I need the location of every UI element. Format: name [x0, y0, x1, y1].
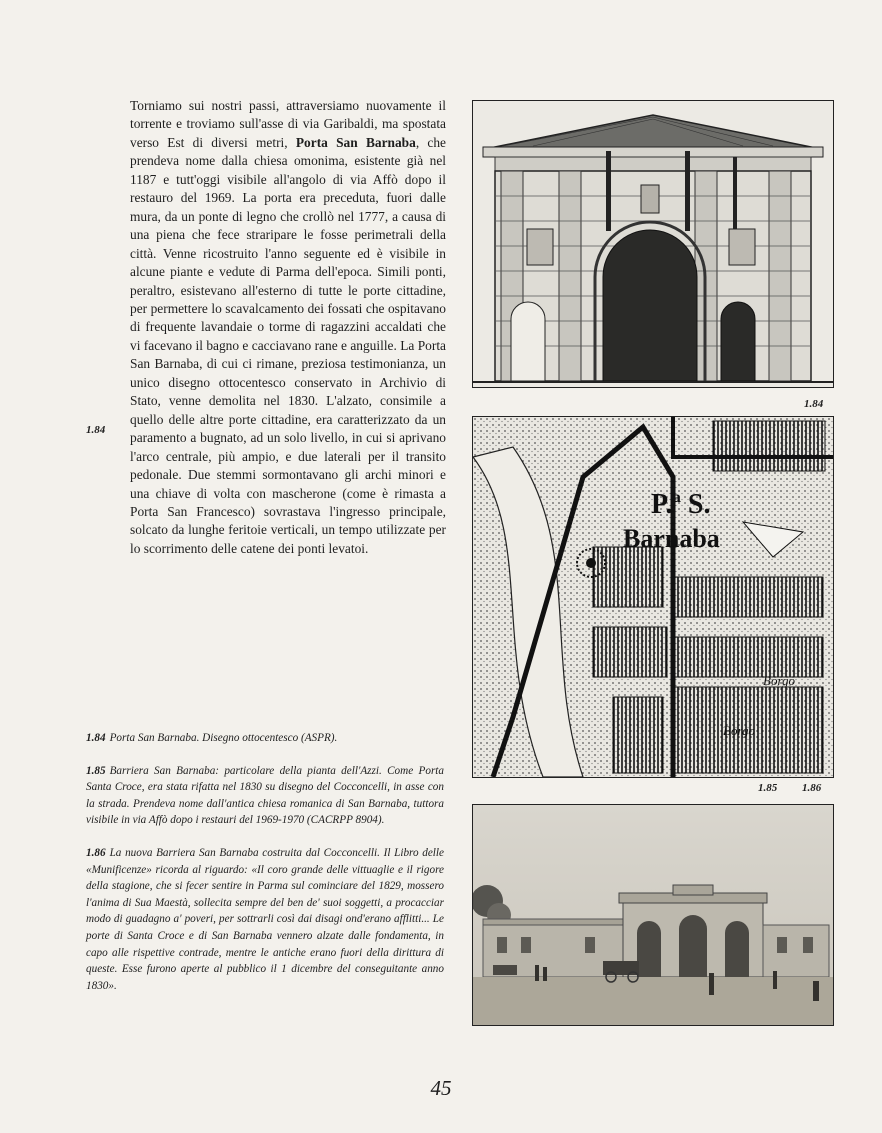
map-street-label: Borgo: [723, 723, 756, 738]
caption-text: La nuova Barriera San Barnaba costruita dal Cocconcelli. Il Libro delle «Munificenze» ricorda al riguardo: «Il coro grande delle vittuaglie e il rigore della stagione, che si fecer sentire in Parma sul cominciare del 1829, mossero l'anima di Sua Maestà, sollecita sempre del ben de' suoi soggetti, a procacciar modo di guadagno a' poveri, per sottrarli così dai disagi ond'erano afflitti... Le porte di Santa Croce e di San Barnaba vennero alzate dalle fondamenta, in capo alle rispettive contrade, mentre le antiche erano fuori della dirittura di queste. Esse furono aperte al pubblico il 1 dicembre del conseguitante anno 1830».: [86, 846, 444, 992]
gate-drawing-illustration: [473, 101, 833, 387]
page-number: 45: [430, 1076, 452, 1100]
caption-number: 1.84: [86, 732, 106, 744]
captions: [86, 730, 444, 1010]
body-text-post: , che prendeva nome dalla chiesa omonima, esistente già nel 1187 e tutt'oggi visibile all'angolo di via Affò dopo il restauro del 1969. La porta era preceduta, fuori dalle mura, da un ponte di legno che crollò nel 1777, a causa di una piena che fece straripare le fosse perimetrali della città. Venne ricostruito l'anno seguente ed è visibile in alcune piante e vedute di Parma dell'epoca. Simili ponti, peraltro, esistevano all'esterno di tutte le porte cittadine, per permettere lo scavalcamento dei fossati che ospitavano di frequente lavandaie o torme di ragazzini accaldati che vi facevano il bagno e cacciavano rane e anguille. La Porta San Barnaba, di cui ci rimane, preziosa testimonianza, un unico disegno ottocentesco conservato in Archivio di Stato, venne demolita nel 1830. L'alzato, consimile a quello delle altre porte cittadine, era caratterizzato da un paramento a bugnato, ad un solo livello, in cui si aprivano l'arco centrale, più ampio, e due laterali per il transito pedonale. Due stemmi sormontavano gli archi minori e una chiave di volta con mascherone (come è rimasta a Porta San Francesco) sovrastava l'ingresso principale, solcato da lunghe feritoie verticali, un tempo utilizzate per lo scorrimento delle catene dei ponti levatoi.: [130, 134, 446, 556]
caption-1-85: [86, 763, 444, 829]
figure-label: 1.86: [802, 782, 822, 794]
body-text: [130, 97, 446, 558]
map-street-label: Borgo: [763, 673, 796, 688]
caption-number: 1.85: [86, 764, 106, 777]
caption-1-86: [86, 845, 444, 994]
figure-gate-drawing: [472, 100, 834, 388]
figure-barrier-engraving: [472, 804, 834, 1026]
body-paragraph: [130, 97, 446, 558]
body-text-pre: Torniamo sui nostri passi, attraversiamo nuovamente il torrente e troviamo sull'asse di via Garibaldi, ma spostata verso Est di diversi metri,: [130, 98, 446, 150]
map-label-line1: P.ª S.: [651, 489, 711, 520]
figure-label: 1.84: [804, 398, 824, 410]
map-label-line2: Barnaba: [623, 524, 720, 553]
map-illustration: [473, 417, 833, 777]
barrier-engraving-illustration: [473, 805, 833, 1025]
caption-text: Barriera San Barnaba: particolare della pianta dell'Azzi. Come Porta Santa Croce, era stata rifatta nel 1830 su disegno del Cocconcelli, in asse con la strada. Prendeva nome dall'antica chiesa romanica di San Barnaba, tuttora visibile in via Affò dopo i restauri del 1969-1970 (CACRPP 8904).: [86, 764, 444, 827]
caption-text: Porta San Barnaba. Disegno ottocentesco (ASPR).: [109, 732, 338, 744]
caption-number: 1.86: [86, 846, 106, 859]
body-text-bold: Porta San Barnaba: [295, 134, 416, 150]
figure-map-detail: [472, 416, 834, 778]
figure-label: 1.85: [758, 782, 778, 794]
caption-1-84: [86, 730, 444, 747]
margin-figure-reference: 1.84: [86, 424, 106, 436]
